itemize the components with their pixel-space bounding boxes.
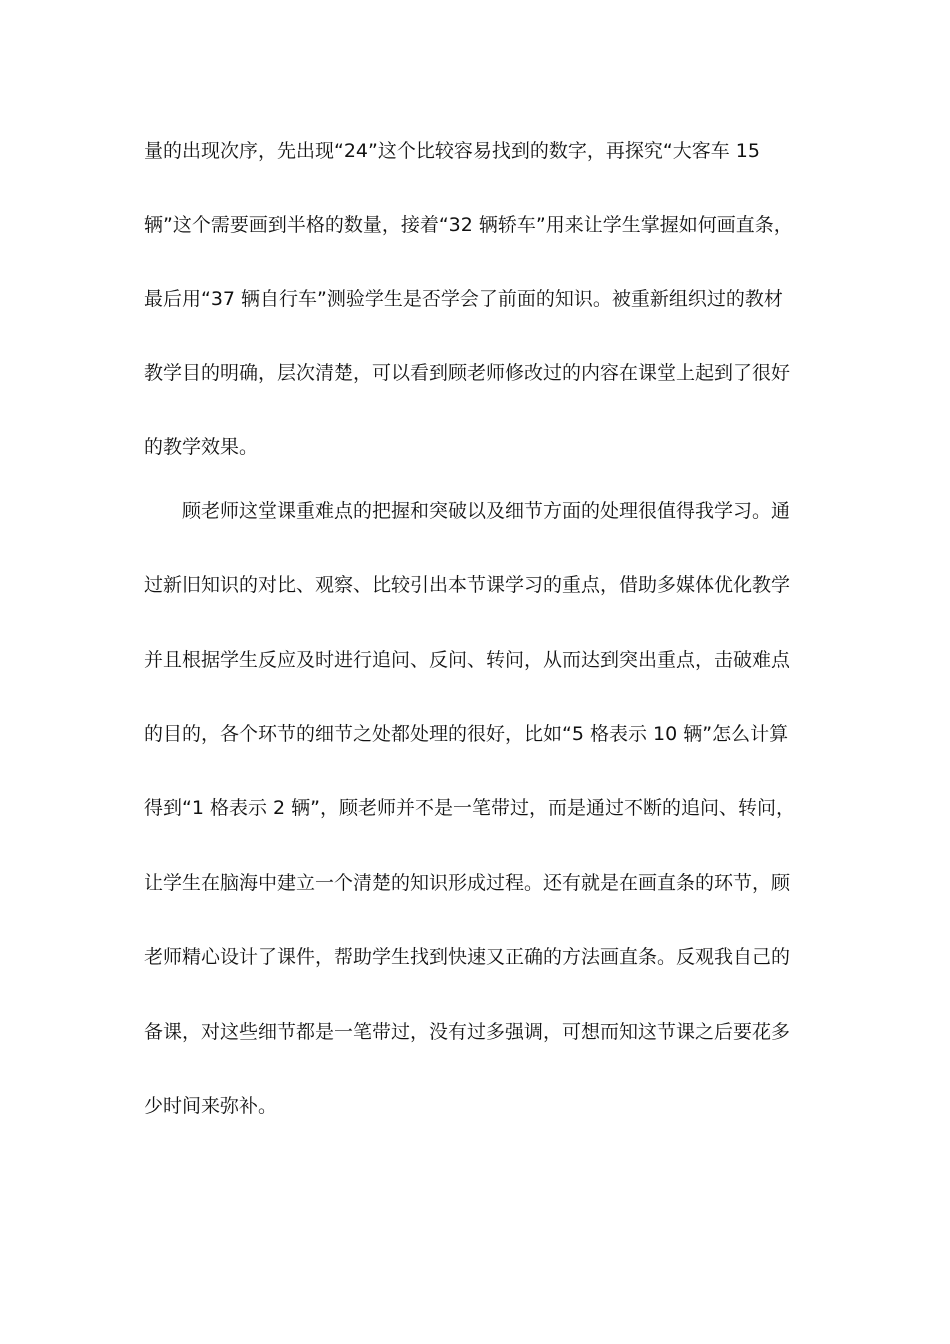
paragraph-line: 过新旧知识的对比、观察、比较引出本节课学习的重点，借助多媒体优化教学 bbox=[144, 574, 791, 596]
paragraph-line: 的目的，各个环节的细节之处都处理的很好，比如“5 格表示 10 辆”怎么计算 bbox=[144, 723, 789, 745]
paragraph-line: 少时间来弥补。 bbox=[144, 1095, 278, 1117]
paragraph-line: 得到“1 格表示 2 辆”，顾老师并不是一笔带过，而是通过不断的追问、转问， bbox=[144, 797, 795, 819]
paragraph-line: 的教学效果。 bbox=[144, 436, 259, 458]
paragraph-line: 辆”这个需要画到半格的数量，接着“32 辆轿车”用来让学生掌握如何画直条， bbox=[144, 214, 793, 236]
paragraph-line: 老师精心设计了课件，帮助学生找到快速又正确的方法画直条。反观我自己的 bbox=[144, 946, 791, 968]
paragraph-line: 并且根据学生反应及时进行追问、反问、转问，从而达到突出重点，击破难点 bbox=[144, 649, 791, 671]
paragraph-line: 最后用“37 辆自行车”测验学生是否学会了前面的知识。被重新组织过的教材 bbox=[144, 288, 783, 310]
paragraph-line: 教学目的明确，层次清楚，可以看到顾老师修改过的内容在课堂上起到了很好 bbox=[144, 362, 791, 384]
paragraph-line: 量的出现次序，先出现“24”这个比较容易找到的数字，再探究“大客车 15 bbox=[144, 140, 760, 162]
paragraph-line: 顾老师这堂课重难点的把握和突破以及细节方面的处理很值得我学习。通 bbox=[182, 500, 791, 522]
paragraph-line: 备课，对这些细节都是一笔带过，没有过多强调，可想而知这节课之后要花多 bbox=[144, 1021, 791, 1043]
paragraph-line: 让学生在脑海中建立一个清楚的知识形成过程。还有就是在画直条的环节，顾 bbox=[144, 872, 791, 894]
